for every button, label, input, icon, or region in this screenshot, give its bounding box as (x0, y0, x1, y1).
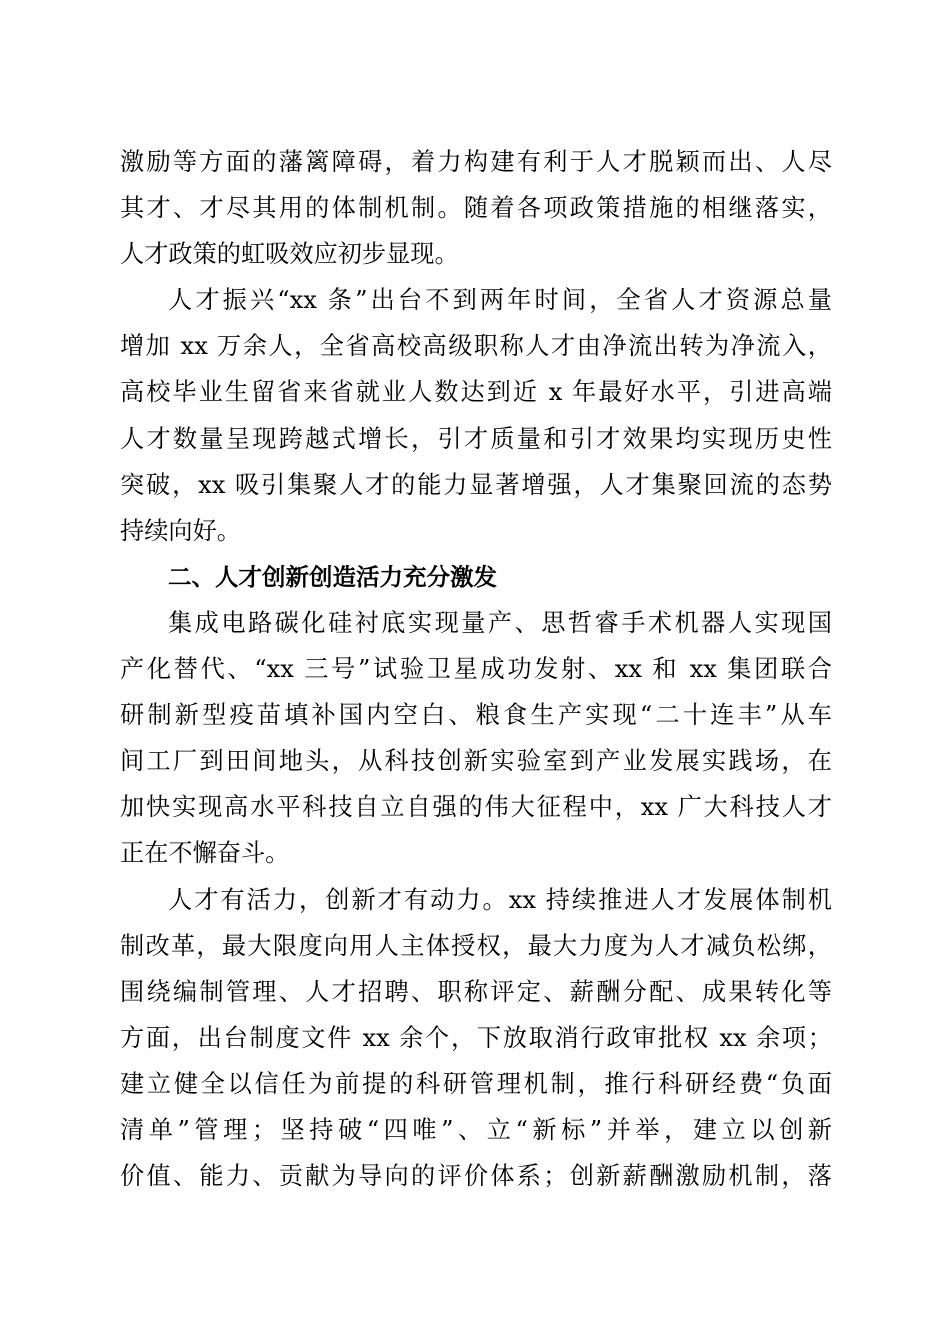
text-line: 增加 xx 万余人，全省高校高级职称人才由净流出转为净流入， (120, 332, 832, 361)
text-line: 集成电路碳化硅衬底实现量产、思哲睿手术机器人实现国 (168, 608, 832, 637)
text-line: 价值、能力、贡献为导向的评价体系；创新薪酬激励机制，落 (120, 1162, 832, 1191)
text-line: 人才有活力，创新才有动力。xx 持续推进人才发展体制机 (168, 885, 832, 914)
text-line: 研制新型疫苗填补国内空白、粮食生产实现“二十连丰”从车 (120, 701, 832, 730)
paragraph-1 (120, 139, 832, 277)
text-line: 围绕编制管理、人才招聘、职称评定、薪酬分配、成果转化等 (120, 977, 832, 1006)
paragraph-4 (120, 877, 832, 1200)
paragraph-2 (120, 277, 832, 554)
paragraph-3 (120, 600, 832, 877)
text-line: 清单”管理；坚持破“四唯”、立“新标”并举，建立以创新 (120, 1115, 832, 1144)
text-line: 间工厂到田间地头，从科技创新实验室到产业发展实践场，在 (120, 747, 832, 776)
text-line: 加快实现高水平科技自立自强的伟大征程中，xx 广大科技人才 (120, 793, 832, 822)
text-line: 人才政策的虹吸效应初步显现。 (120, 240, 459, 269)
text-line: 方面，出台制度文件 xx 余个，下放取消行政审批权 xx 余项； (120, 1023, 832, 1052)
section-heading: 二、人才创新创造活力充分激发 (168, 562, 497, 591)
text-line: 激励等方面的藩篱障碍，着力构建有利于人才脱颖而出、人尽 (120, 148, 832, 176)
text-line: 制改革，最大限度向用人主体授权，最大力度为人才减负松绑， (120, 931, 832, 960)
text-line: 正在不懈奋斗。 (120, 839, 290, 868)
text-line: 持续向好。 (120, 516, 241, 545)
text-line: 建立健全以信任为前提的科研管理机制，推行科研经费“负面 (120, 1069, 832, 1098)
text-line: 产化替代、“xx 三号”试验卫星成功发射、xx 和 xx 集团联合 (120, 655, 832, 684)
text-line: 突破，xx 吸引集聚人才的能力显著增强，人才集聚回流的态势 (120, 470, 832, 499)
document-page (120, 139, 832, 1199)
text-line: 人才数量呈现跨越式增长，引才质量和引才效果均实现历史性 (120, 424, 832, 453)
text-line: 其才、才尽其用的体制机制。随着各项政策措施的相继落实， (120, 194, 832, 223)
text-line: 高校毕业生留省来省就业人数达到近 x 年最好水平，引进高端 (120, 378, 832, 407)
text-line: 人才振兴“xx 条”出台不到两年时间，全省人才资源总量 (168, 286, 832, 315)
